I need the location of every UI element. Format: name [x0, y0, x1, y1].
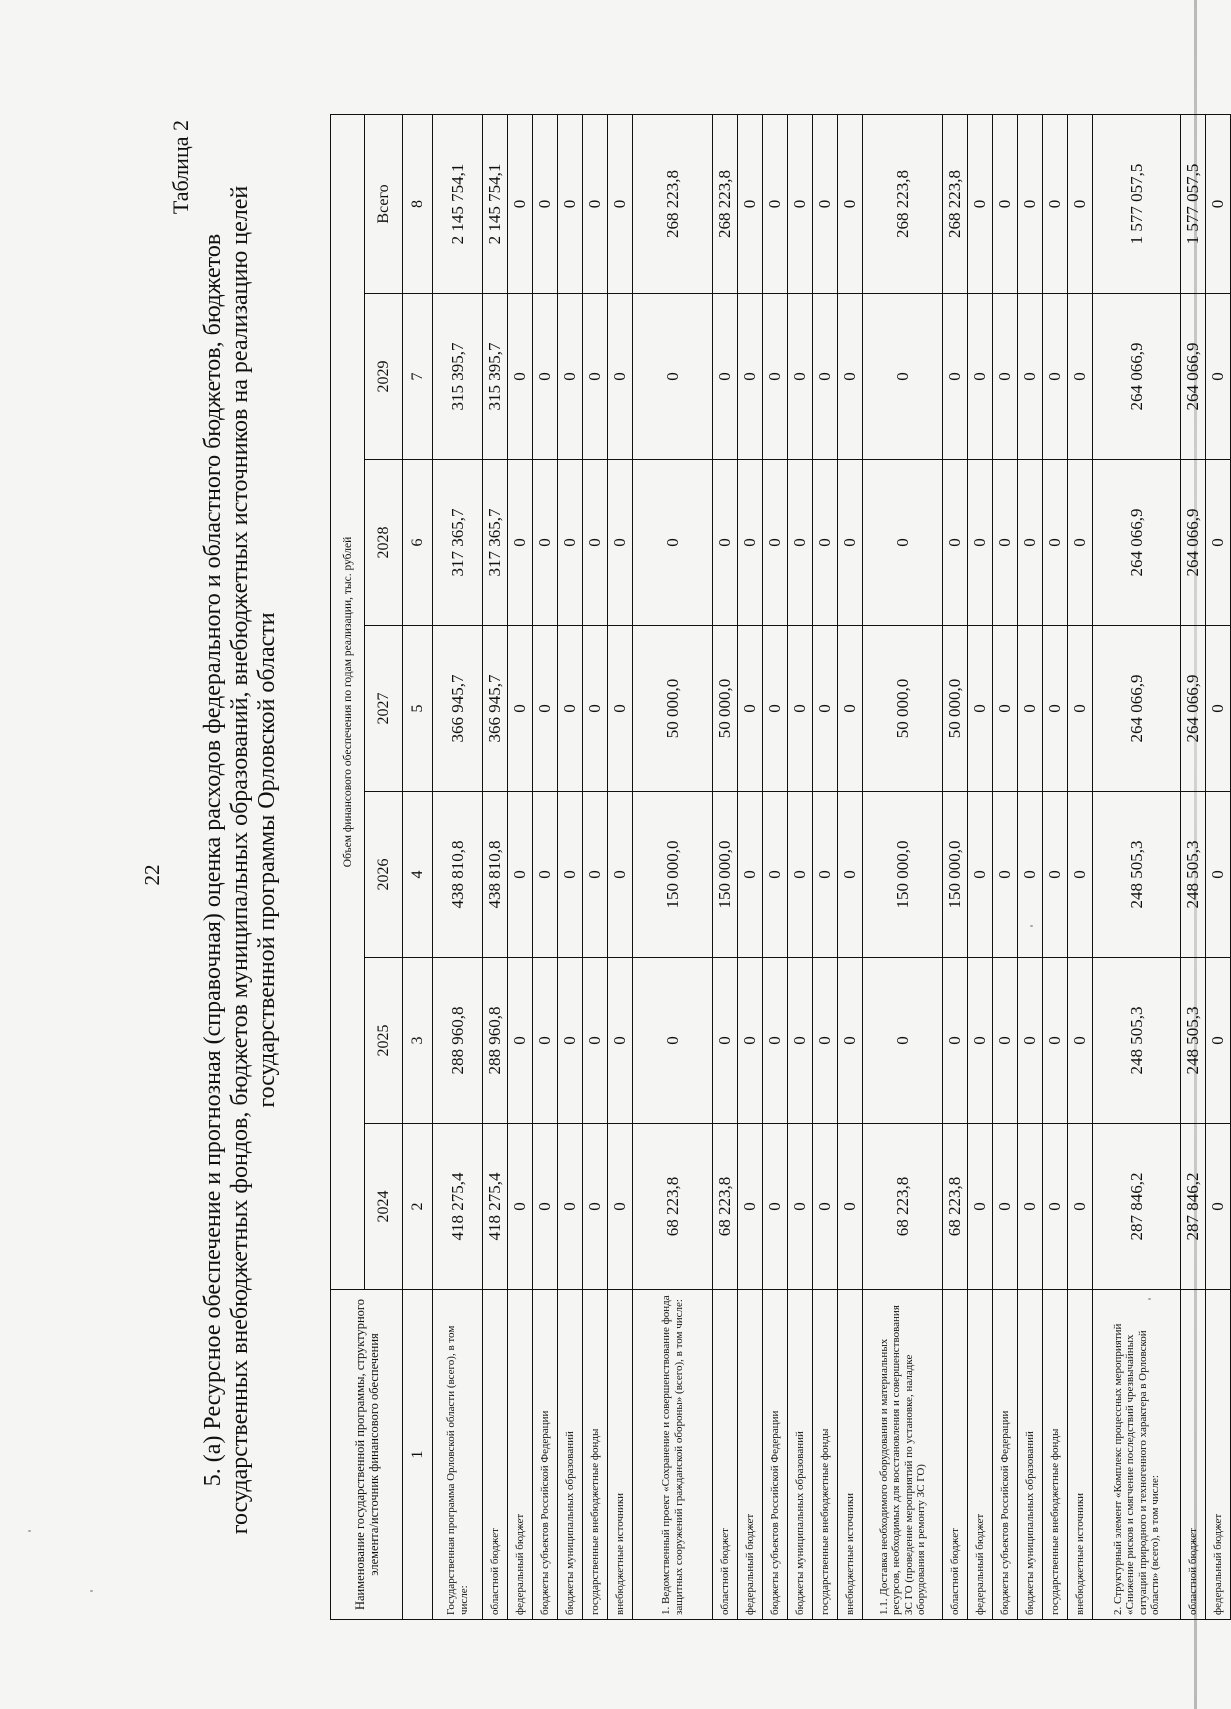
row-value: 0: [863, 460, 943, 626]
row-value: 0: [583, 114, 608, 293]
table-row: [483, 114, 508, 1619]
row-value: 0: [508, 294, 533, 460]
row-value: 0: [813, 294, 838, 460]
row-value: 0: [1068, 626, 1093, 792]
row-value: 0: [558, 294, 583, 460]
row-value: 0: [943, 294, 968, 460]
row-value: 2 145 754,1: [483, 114, 508, 293]
row-value: 68 223,8: [633, 1124, 713, 1290]
row-value: 1 577 057,5: [1181, 114, 1206, 293]
row-value: 50 000,0: [943, 626, 968, 792]
header-col-number: 7: [403, 294, 433, 460]
row-value: 0: [788, 958, 813, 1124]
table-label: Таблица 2: [168, 120, 193, 215]
row-value: 0: [943, 958, 968, 1124]
row-name: государственные внебюджетные фонды: [583, 1290, 608, 1620]
row-value: 366 945,7: [483, 626, 508, 792]
row-value: 268 223,8: [863, 114, 943, 293]
row-value: 0: [508, 958, 533, 1124]
row-name: государственные внебюджетные фонды: [1043, 1290, 1068, 1620]
row-name: областной бюджет: [713, 1290, 738, 1620]
row-value: 0: [558, 792, 583, 958]
table-row: [943, 114, 968, 1619]
table-row: [838, 114, 863, 1619]
header-year: 2024: [365, 1124, 403, 1290]
table-row: [763, 114, 788, 1619]
row-name: 2. Структурный элемент «Комплекс процессных мероприятий «Снижение рисков и смягчение последствий чрезвычайных ситуаций природного и техногенного характера в Орловской области» (всего), в том числе:: [1093, 1290, 1181, 1620]
row-name: внебюджетные источники: [838, 1290, 863, 1620]
row-value: 0: [1206, 958, 1231, 1124]
row-name: внебюджетные источники: [608, 1290, 633, 1620]
row-value: 0: [863, 958, 943, 1124]
row-value: 0: [533, 460, 558, 626]
row-value: 264 066,9: [1181, 294, 1206, 460]
row-value: 0: [813, 792, 838, 958]
row-value: 366 945,7: [433, 626, 483, 792]
row-value: 0: [968, 792, 993, 958]
row-value: 1 577 057,5: [1093, 114, 1181, 293]
row-value: 0: [583, 294, 608, 460]
row-value: 0: [763, 114, 788, 293]
row-value: 0: [1068, 958, 1093, 1124]
row-value: 2 145 754,1: [433, 114, 483, 293]
row-value: 0: [608, 114, 633, 293]
table-row: [533, 114, 558, 1619]
table-row: [1093, 114, 1181, 1619]
header-year: 2027: [365, 626, 403, 792]
row-value: 0: [1018, 114, 1043, 293]
row-value: 0: [583, 460, 608, 626]
row-value: 0: [838, 114, 863, 293]
table-row: [788, 114, 813, 1619]
row-value: 0: [558, 460, 583, 626]
row-value: 315 395,7: [483, 294, 508, 460]
row-value: 0: [993, 958, 1018, 1124]
row-value: 288 960,8: [483, 958, 508, 1124]
row-value: 0: [1018, 460, 1043, 626]
row-value: 264 066,9: [1093, 626, 1181, 792]
row-value: 0: [713, 294, 738, 460]
row-value: 0: [508, 792, 533, 958]
row-value: 0: [813, 958, 838, 1124]
row-name: бюджеты субъектов Российской Федерации: [993, 1290, 1018, 1620]
table-row: [633, 114, 713, 1619]
row-value: 0: [993, 460, 1018, 626]
row-value: 0: [863, 294, 943, 460]
table-row: [1043, 114, 1068, 1619]
row-name: федеральный бюджет: [738, 1290, 763, 1620]
row-value: 0: [968, 626, 993, 792]
row-value: 0: [813, 626, 838, 792]
row-value: 50 000,0: [863, 626, 943, 792]
table-row: [713, 114, 738, 1619]
row-value: 0: [583, 792, 608, 958]
row-name: бюджеты субъектов Российской Федерации: [533, 1290, 558, 1620]
header-col-number: 5: [403, 626, 433, 792]
row-value: 0: [738, 1124, 763, 1290]
row-value: 0: [1068, 460, 1093, 626]
scan-speck: [28, 1530, 31, 1532]
row-value: 0: [838, 792, 863, 958]
row-value: 268 223,8: [713, 114, 738, 293]
table-row: [738, 114, 763, 1619]
row-value: 0: [583, 1124, 608, 1290]
row-value: 0: [993, 792, 1018, 958]
row-value: 0: [838, 294, 863, 460]
row-value: 0: [738, 792, 763, 958]
row-value: 288 960,8: [433, 958, 483, 1124]
rotated-page: [140, 100, 1227, 1620]
row-name: областной бюджет: [483, 1290, 508, 1620]
table-row: [608, 114, 633, 1619]
header-col-numbers-row: [403, 114, 433, 1619]
row-value: 315 395,7: [433, 294, 483, 460]
row-value: 68 223,8: [713, 1124, 738, 1290]
table-row: [1068, 114, 1093, 1619]
row-value: 0: [508, 114, 533, 293]
row-value: 68 223,8: [943, 1124, 968, 1290]
row-value: 0: [1043, 958, 1068, 1124]
row-value: 0: [788, 114, 813, 293]
row-value: 0: [763, 1124, 788, 1290]
row-value: 150 000,0: [863, 792, 943, 958]
row-value: 0: [813, 114, 838, 293]
row-value: 0: [1206, 114, 1231, 293]
row-value: 0: [1018, 958, 1043, 1124]
row-value: 0: [788, 294, 813, 460]
row-name: бюджеты субъектов Российской Федерации: [763, 1290, 788, 1620]
row-value: 0: [1068, 114, 1093, 293]
row-name: бюджеты муниципальных образований: [788, 1290, 813, 1620]
row-value: 0: [788, 792, 813, 958]
header-col-number: 1: [403, 1290, 433, 1620]
row-value: 0: [608, 460, 633, 626]
table-row: [433, 114, 483, 1619]
row-value: 0: [738, 294, 763, 460]
header-year: 2029: [365, 294, 403, 460]
row-name: областной бюджет: [943, 1290, 968, 1620]
row-value: 0: [608, 1124, 633, 1290]
row-value: 0: [1018, 626, 1043, 792]
row-value: 0: [1206, 294, 1231, 460]
row-value: 0: [788, 1124, 813, 1290]
header-name-column: Наименование государственной программы, структурного элемента/источник финансового обеспечения: [331, 1290, 403, 1620]
row-value: 68 223,8: [863, 1124, 943, 1290]
row-value: 150 000,0: [713, 792, 738, 958]
row-value: 264 066,9: [1181, 626, 1206, 792]
row-value: 0: [713, 460, 738, 626]
table-row: [968, 114, 993, 1619]
row-value: 0: [583, 958, 608, 1124]
row-name: областной бюджет: [1181, 1290, 1206, 1620]
row-value: 0: [608, 294, 633, 460]
row-value: 0: [533, 792, 558, 958]
table-row: [583, 114, 608, 1619]
row-value: 0: [533, 1124, 558, 1290]
scan-speck: [90, 1590, 93, 1592]
row-value: 0: [533, 114, 558, 293]
row-value: 50 000,0: [633, 626, 713, 792]
row-name: бюджеты муниципальных образований: [1018, 1290, 1043, 1620]
row-value: 248 505,3: [1093, 792, 1181, 958]
row-value: 0: [968, 294, 993, 460]
row-value: 0: [763, 958, 788, 1124]
row-value: 0: [633, 958, 713, 1124]
row-value: 150 000,0: [633, 792, 713, 958]
row-value: 0: [633, 294, 713, 460]
header-col-number: 2: [403, 1124, 433, 1290]
row-value: 0: [1043, 294, 1068, 460]
row-name: федеральный бюджет: [508, 1290, 533, 1620]
row-value: 0: [763, 460, 788, 626]
row-value: 0: [558, 958, 583, 1124]
row-value: 248 505,3: [1181, 958, 1206, 1124]
row-value: 0: [1043, 114, 1068, 293]
table-row: [993, 114, 1018, 1619]
row-value: 0: [608, 958, 633, 1124]
row-value: 0: [608, 792, 633, 958]
row-value: 0: [583, 626, 608, 792]
table-row: [813, 114, 838, 1619]
row-value: 0: [1206, 626, 1231, 792]
header-col-number: 6: [403, 460, 433, 626]
row-name: бюджеты муниципальных образований: [558, 1290, 583, 1620]
row-value: 248 505,3: [1181, 792, 1206, 958]
row-value: 0: [763, 294, 788, 460]
row-value: 287 846,2: [1093, 1124, 1181, 1290]
row-name: федеральный бюджет: [968, 1290, 993, 1620]
row-name: Государственная программа Орловской области (всего), в том числе:: [433, 1290, 483, 1620]
row-value: 0: [1206, 460, 1231, 626]
row-value: 0: [813, 460, 838, 626]
row-value: 0: [763, 626, 788, 792]
row-value: 317 365,7: [483, 460, 508, 626]
row-value: 0: [993, 114, 1018, 293]
row-value: 0: [1043, 792, 1068, 958]
row-value: 0: [968, 958, 993, 1124]
row-value: 418 275,4: [433, 1124, 483, 1290]
table-row: [508, 114, 533, 1619]
row-value: 0: [993, 626, 1018, 792]
row-value: 0: [838, 626, 863, 792]
row-value: 0: [1206, 1124, 1231, 1290]
row-value: 0: [533, 958, 558, 1124]
row-value: 0: [1068, 1124, 1093, 1290]
page-number: 22: [140, 864, 164, 886]
row-value: 0: [968, 460, 993, 626]
header-year: 2025: [365, 958, 403, 1124]
header-year: Всего: [365, 114, 403, 293]
row-value: 0: [838, 958, 863, 1124]
row-value: 0: [558, 1124, 583, 1290]
table-row: [863, 114, 943, 1619]
row-value: 0: [993, 294, 1018, 460]
row-name: федеральный бюджет: [1206, 1290, 1231, 1620]
table-row: [1018, 114, 1043, 1619]
table-row: [558, 114, 583, 1619]
row-value: 438 810,8: [483, 792, 508, 958]
row-value: 418 275,4: [483, 1124, 508, 1290]
row-value: 0: [558, 114, 583, 293]
row-value: 150 000,0: [943, 792, 968, 958]
row-value: 0: [1068, 792, 1093, 958]
row-value: 0: [1206, 792, 1231, 958]
row-value: 264 066,9: [1093, 460, 1181, 626]
row-value: 0: [533, 626, 558, 792]
table-row: [1206, 114, 1231, 1619]
row-value: 0: [1043, 1124, 1068, 1290]
row-name: 1.1. Доставка необходимого оборудования и материальных ресурсов, необходимых для восстановления и совершенствования ЗС ГО (проведение мероприятий по установке, наладке оборудования и ремонту ЗС ГО): [863, 1290, 943, 1620]
header-col-number: 3: [403, 958, 433, 1124]
header-units: Объем финансового обеспечения по годам реализации, тыс. рублей: [331, 114, 365, 1289]
row-value: 438 810,8: [433, 792, 483, 958]
row-value: 0: [508, 460, 533, 626]
row-value: 0: [788, 460, 813, 626]
row-name: 1. Ведомственный проект «Сохранение и совершенствование фонда защитных сооружений гражданской обороны» (всего), в том числе:: [633, 1290, 713, 1620]
row-value: 0: [1018, 792, 1043, 958]
row-value: 0: [633, 460, 713, 626]
row-value: 268 223,8: [943, 114, 968, 293]
row-value: 0: [1043, 460, 1068, 626]
row-value: 0: [1068, 294, 1093, 460]
row-value: 268 223,8: [633, 114, 713, 293]
row-value: 0: [713, 958, 738, 1124]
row-value: 0: [558, 626, 583, 792]
header-year: 2026: [365, 792, 403, 958]
row-value: 287 846,2: [1181, 1124, 1206, 1290]
row-value: 0: [838, 1124, 863, 1290]
row-value: 0: [738, 460, 763, 626]
row-value: 248 505,3: [1093, 958, 1181, 1124]
row-value: 0: [943, 460, 968, 626]
row-value: 0: [533, 294, 558, 460]
document-title: 5. (а) Ресурсное обеспечение и прогнозная (справочная) оценка расходов федерального и областного бюджетов, бюджетов государственных внебюджетных фондов, бюджетов муниципальных образований, внебюджетных источников на реализацию целей государственной программы Орловской области: [200, 185, 280, 1535]
header-col-number: 8: [403, 114, 433, 293]
row-value: 50 000,0: [713, 626, 738, 792]
row-value: 0: [813, 1124, 838, 1290]
row-value: 0: [968, 114, 993, 293]
row-value: 0: [738, 958, 763, 1124]
row-name: государственные внебюджетные фонды: [813, 1290, 838, 1620]
row-value: 264 066,9: [1093, 294, 1181, 460]
row-value: 0: [763, 792, 788, 958]
row-value: 0: [508, 1124, 533, 1290]
row-value: 0: [738, 114, 763, 293]
resource-table: [330, 114, 1231, 1620]
row-value: 0: [608, 626, 633, 792]
row-value: 317 365,7: [433, 460, 483, 626]
row-value: 0: [1018, 294, 1043, 460]
row-value: 0: [968, 1124, 993, 1290]
row-value: 0: [838, 460, 863, 626]
header-col-number: 4: [403, 792, 433, 958]
table-body: [433, 114, 1231, 1619]
header-year: 2028: [365, 460, 403, 626]
row-value: 0: [1043, 626, 1068, 792]
row-value: 0: [993, 1124, 1018, 1290]
row-value: 264 066,9: [1181, 460, 1206, 626]
row-name: внебюджетные источники: [1068, 1290, 1093, 1620]
table-row: [1181, 114, 1206, 1619]
row-value: 0: [1018, 1124, 1043, 1290]
row-value: 0: [788, 626, 813, 792]
row-value: 0: [738, 626, 763, 792]
row-value: 0: [508, 626, 533, 792]
